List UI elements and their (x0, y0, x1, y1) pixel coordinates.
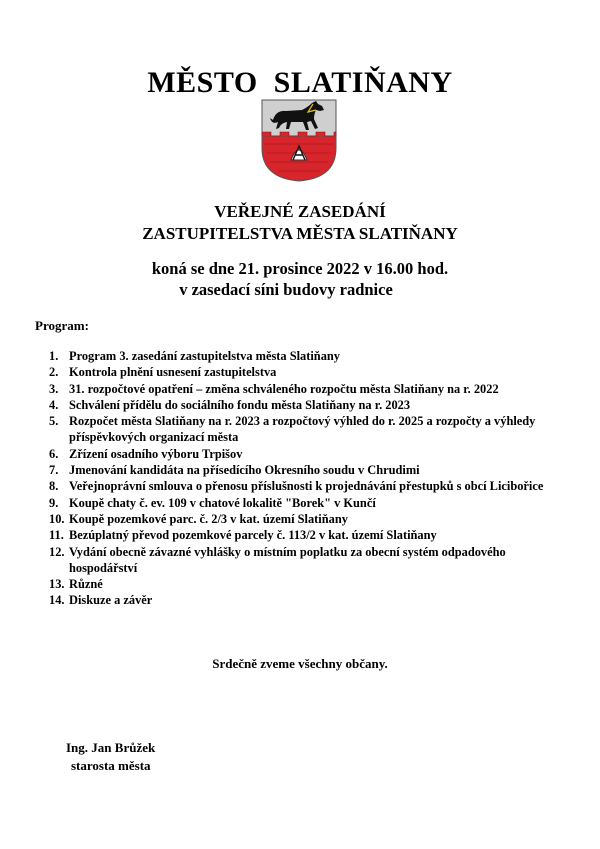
agenda-item-text: Diskuze a závěr (69, 593, 153, 608)
agenda-item-text: Schválení přídělu do sociálního fondu města Slatiňany na r. 2023 (69, 397, 411, 412)
agenda-item (49, 478, 569, 494)
agenda-item-number: 12. (49, 544, 65, 559)
agenda-item (49, 511, 569, 527)
agenda-item-number: 13. (49, 577, 65, 592)
agenda-item-text: Zřízení osadního výboru Trpišov (69, 446, 243, 461)
agenda-item (49, 544, 569, 577)
meeting-heading-line1: VEŘEJNÉ ZASEDÁNÍ (214, 202, 386, 221)
agenda-item-text: Veřejnoprávní smlouva o přenosu příslušnosti k projednávání přestupků s obcí Licibořice (69, 479, 544, 494)
agenda-item (49, 381, 569, 397)
invitation-text: Srdečně zveme všechny občany. (212, 656, 388, 671)
agenda-item-text: 31. rozpočtové opatření – změna schváleného rozpočtu města Slatiňany na r. 2022 (69, 381, 499, 396)
agenda-item-text: Vydání obecně závazné vyhlášky o místním poplatku za obecní systém odpadového hospodářství (69, 544, 506, 575)
agenda-item-number: 1. (49, 349, 59, 363)
meeting-heading-line2: ZASTUPITELSTVA MĚSTA SLATIŇANY (142, 224, 458, 243)
agenda-item-text: Různé (69, 577, 103, 592)
program-label: Program: (35, 318, 89, 333)
agenda-item-text: Bezúplatný převod pozemkové parcely č. 113/2 v kat. území Slatiňany (69, 528, 437, 543)
agenda-item-number: 6. (49, 446, 59, 461)
agenda-item (49, 397, 569, 413)
town-title: MĚSTO SLATIŇANY (147, 66, 453, 99)
agenda-item-number: 10. (49, 511, 65, 526)
agenda-item-number: 4. (49, 397, 59, 412)
agenda-item-text: Rozpočet města Slatiňany na r. 2023 a rozpočtový výhled do r. 2025 a rozpočty a výhledy příspěvkových organizací města (69, 414, 536, 445)
agenda-item (49, 592, 569, 608)
agenda-item-number: 14. (49, 593, 65, 608)
coat-of-arms-icon (258, 98, 340, 182)
agenda-item (49, 348, 569, 364)
signature-role: starosta města (71, 758, 151, 773)
agenda-item-text: Kontrola plnění usnesení zastupitelstva (69, 365, 277, 380)
agenda-item-text: Program 3. zasedání zastupitelstva města Slatiňany (69, 349, 340, 363)
agenda-item-number: 7. (49, 463, 59, 478)
agenda-item (49, 527, 569, 543)
agenda-item-number: 5. (49, 414, 59, 429)
agenda-item-text: Koupě chaty č. ev. 109 v chatové lokalitě "Borek" v Kunčí (69, 495, 376, 510)
agenda-item-number: 11. (49, 528, 64, 543)
meeting-location: v zasedací síni budovy radnice (179, 280, 393, 299)
agenda-item-text: Koupě pozemkové parc. č. 2/3 v kat. území Slatiňany (69, 511, 348, 526)
agenda-item-number: 8. (49, 479, 59, 494)
agenda-item (49, 364, 569, 380)
signature-name: Ing. Jan Brůžek (66, 740, 156, 755)
agenda-list (49, 348, 569, 609)
agenda-item-text: Jmenování kandidáta na přísedícího Okresního soudu v Chrudimi (69, 463, 420, 478)
meeting-date: koná se dne 21. prosince 2022 v 16.00 hod. (151, 259, 449, 278)
agenda-item (49, 576, 569, 592)
agenda-item (49, 495, 569, 511)
agenda-item-number: 3. (49, 381, 59, 396)
agenda-item (49, 446, 569, 462)
agenda-item-number: 2. (49, 365, 59, 380)
agenda-item (49, 413, 569, 446)
agenda-item-number: 9. (49, 495, 59, 510)
agenda-item (49, 462, 569, 478)
